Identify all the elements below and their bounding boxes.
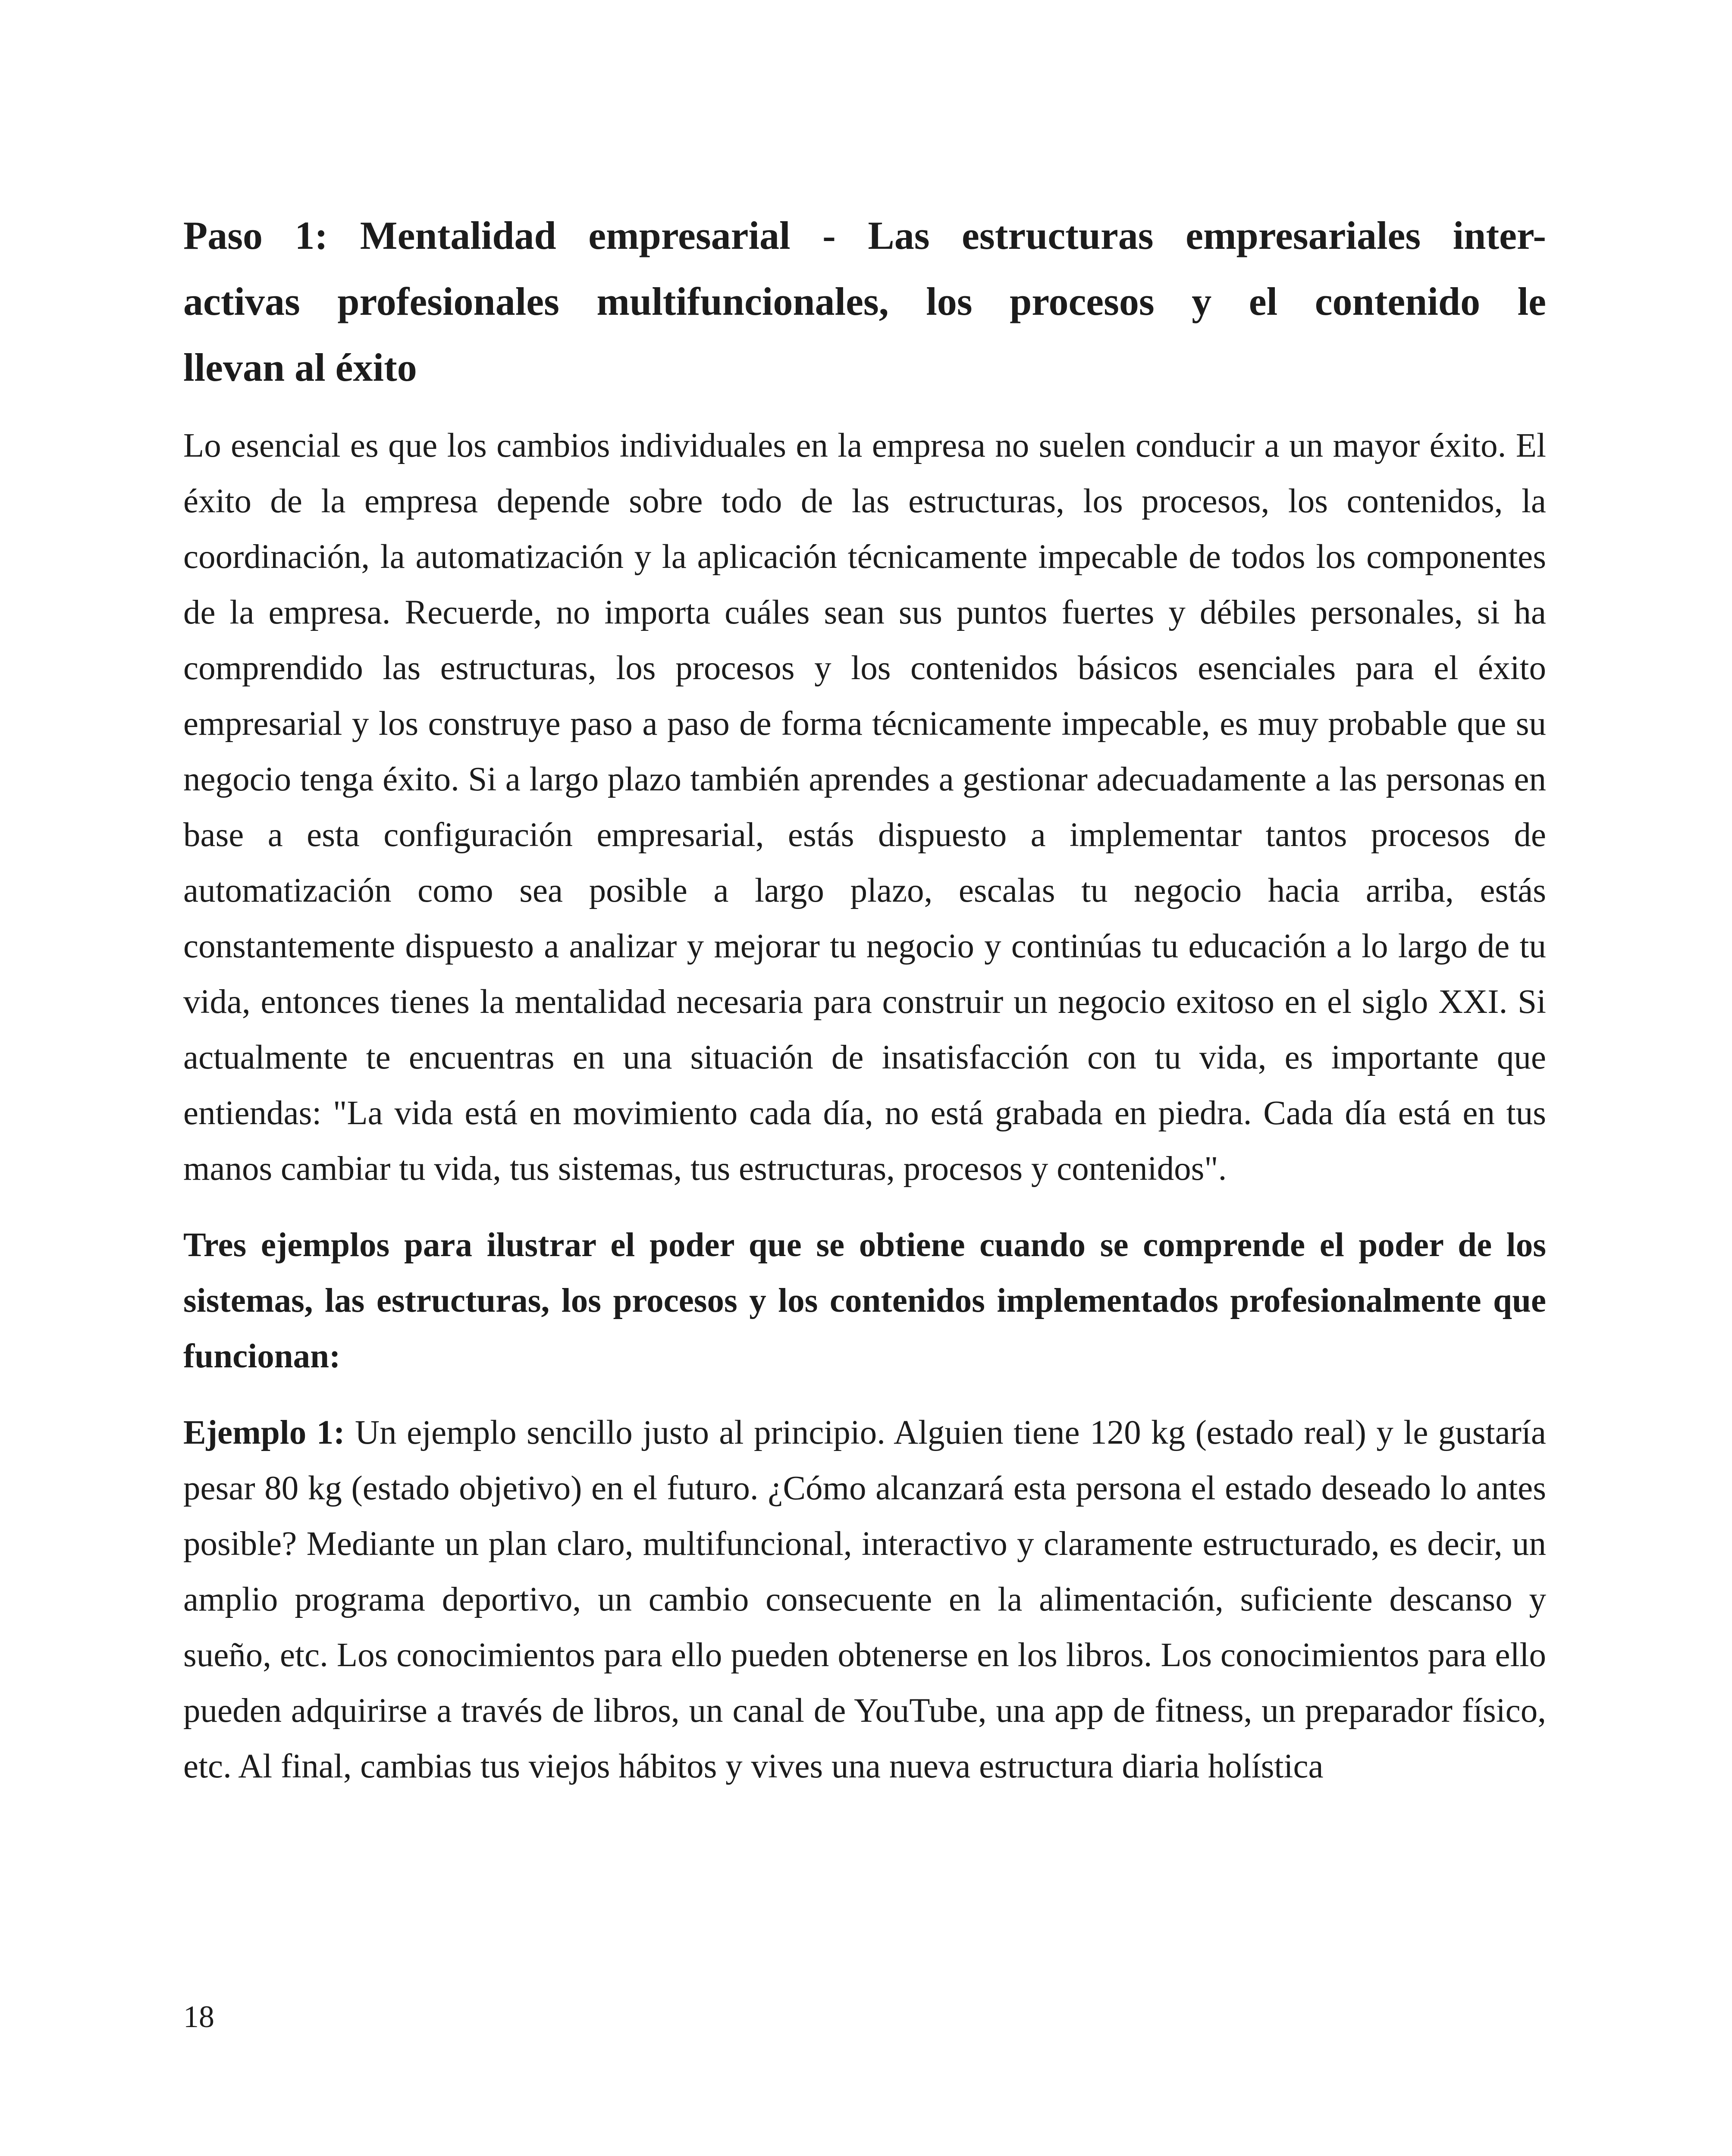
- heading-line: llevan al éxito: [183, 345, 417, 389]
- examples-subheading: Tres ejemplos para ilustrar el poder que se obtiene cuando se comprende el poder de los sistemas, las estructuras, los procesos y los contenidos implementados profesionalmente que funcionan:: [183, 1226, 1546, 1375]
- example-1-label: Ejemplo 1:: [183, 1414, 345, 1451]
- section-heading: [183, 203, 1546, 401]
- example-1-paragraph: [183, 1405, 1546, 1794]
- example-1-text: Un ejemplo sencillo justo al principio. Alguien tiene 120 kg (estado real) y le gustaría pesar 80 kg (estado objetivo) en el futuro. ¿Cómo alcanzará esta persona el estado deseado lo antes posible? Mediante un plan claro, multifuncional, interactivo y claramente estructurado, es decir, un amplio programa deportivo, un cambio consecuente en la alimentación, suficiente descanso y sueño, etc. Los conocimientos para ello pueden obtenerse en los libros. Los conocimientos para ello pueden adquirirse a través de libros, un canal de YouTube, una app de fitness, un preparador físico, etc. Al final, cambias tus viejos hábitos y vives una nueva estructura diaria holística: [183, 1414, 1546, 1785]
- page-content: [183, 203, 1546, 1794]
- page-number: 18: [183, 1999, 214, 2034]
- heading-line: Paso 1: Mentalidad empresarial - Las estructuras empresariales inter-: [183, 213, 1546, 257]
- intro-paragraph: Lo esencial es que los cambios individuales en la empresa no suelen conducir a un mayor éxito. El éxito de la empresa depende sobre todo de las estructuras, los procesos, los contenidos, la coordinación, la automatización y la aplicación técnicamente impecable de todos los componentes de la empresa. Recuerde, no importa cuáles sean sus puntos fuertes y débiles personales, si ha comprendido las estructuras, los procesos y los contenidos básicos esenciales para el éxito empresarial y los construye paso a paso de forma técnicamente impecable, es muy probable que su negocio tenga éxito. Si a largo plazo también aprendes a gestionar adecuadamente a las personas en base a esta configuración empresarial, estás dispuesto a implementar tantos procesos de automatización como sea posible a largo plazo, escalas tu negocio hacia arriba, estás constantemente dispuesto a analizar y mejorar tu negocio y continúas tu educación a lo largo de tu vida, entonces tienes la mentalidad necesaria para construir un negocio exitoso en el siglo XXI. Si actualmente te encuentras en una situación de insatisfacción con tu vida, es importante que entiendas: "La vida está en movimiento cada día, no está grabada en piedra. Cada día está en tus manos cambiar tu vida, tus sistemas, tus estructuras, procesos y contenidos".: [183, 427, 1546, 1188]
- heading-line: activas profesionales multifuncionales, los procesos y el contenido le: [183, 279, 1546, 323]
